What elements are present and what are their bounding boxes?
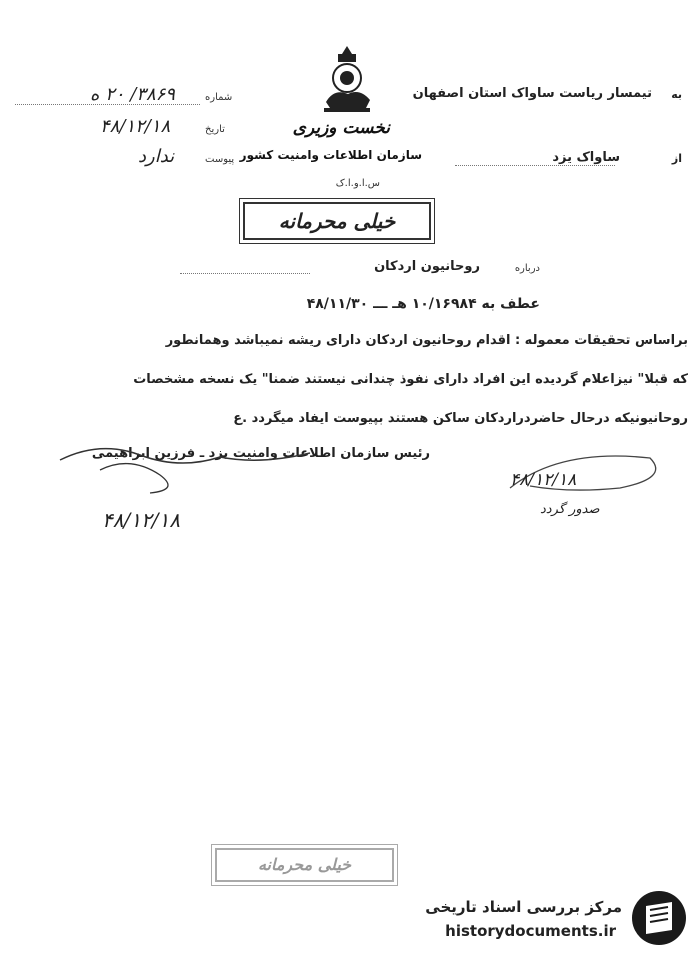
handwritten-left-date: ۴۸/۱۲/۱۸ [102, 508, 180, 532]
footer-classification-stamp: خیلی محرمانه [215, 848, 394, 882]
watermark-org-name: مرکز بررسی اسناد تاریخی [425, 898, 622, 916]
watermark-website: historydocuments.ir [445, 922, 616, 940]
number-dotted-line [15, 104, 200, 105]
classification-stamp: خیلی محرمانه [243, 202, 431, 240]
recipient-line: تیمسار ریاست ساواک استان اصفهان [412, 86, 652, 101]
watermark-logo-icon [628, 888, 690, 948]
ministry-title: نخست وزیری [292, 118, 390, 138]
sender-dotted-line [455, 165, 615, 166]
organization-code: س.ا.و.ا.ک [335, 178, 380, 189]
sender-line: ساواک یزد [552, 150, 620, 165]
body-line-1: براساس تحقیقات معموله : اقدام روحانیون اردکان دارای ریشه نمیباشد وهمانطور [165, 333, 688, 348]
handwritten-right-date: ۴۸/۱۲/۱۸ [510, 470, 577, 490]
sender-prefix: از [671, 152, 682, 165]
body-line-3: روحانیونیکه درحال حاضردراردکان ساکن هستند بپیوست ایفاد میگردد .ع [233, 411, 688, 426]
handwritten-signature-left-icon [40, 435, 340, 495]
subject-value: روحانیون اردکان [374, 259, 480, 274]
subject-label: درباره [514, 263, 540, 274]
attachment-label: پیوست [205, 154, 235, 165]
organization-name: سازمان اطلاعات وامنیت کشور [239, 148, 422, 162]
body-line-2: که قبلا" نیزاعلام گردیده این افراد دارای نفوذ چندانی نیستند ضمنا" یک نسخه مشخصات [133, 372, 688, 387]
date-value: ۴۸/۱۲/۱۸ [100, 116, 171, 137]
number-label: شماره [205, 92, 233, 103]
attachment-value: ندارد [138, 146, 175, 167]
signature-line: رئیس سازمان اطلاعات وامنیت یزد ـ فرزین ابراهیمی [91, 446, 430, 461]
reference-line: عطف به ۱۰/۱۶۹۸۴ هـ ـــ ۴۸/۱۱/۳۰ [306, 296, 540, 312]
subject-dotted-line [180, 273, 310, 274]
lion-and-sun-emblem-icon [318, 44, 376, 116]
handwritten-right-note: صدور گردد [540, 502, 600, 517]
date-label: تاریخ [205, 124, 225, 135]
number-value: ۳۸۶۹/ ۲۰ ه [90, 84, 175, 105]
recipient-prefix: به [671, 88, 682, 101]
